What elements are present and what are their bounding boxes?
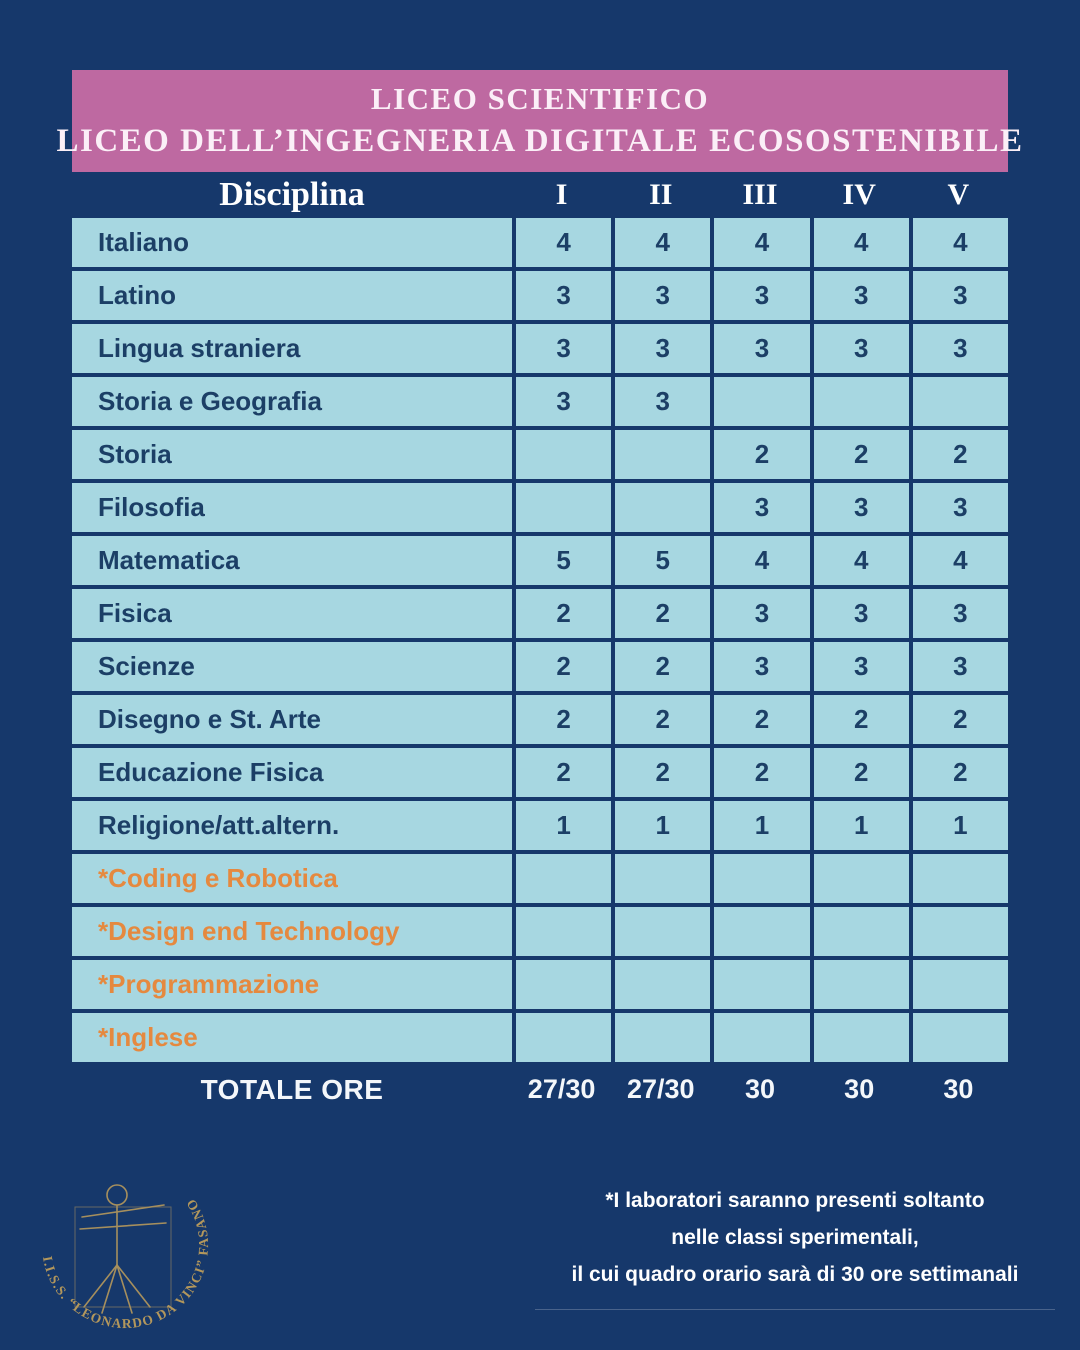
hours-cell: 2 bbox=[710, 430, 809, 479]
column-header-iv: IV bbox=[842, 178, 876, 211]
hours-cell: 3 bbox=[810, 589, 909, 638]
hours-cell bbox=[611, 483, 710, 532]
hours-cell: 2 bbox=[611, 748, 710, 797]
row-label: Filosofia bbox=[72, 483, 512, 532]
hours-cell: 2 bbox=[710, 748, 809, 797]
table-row bbox=[72, 642, 1008, 691]
row-label: Matematica bbox=[72, 536, 512, 585]
hours-cell: 3 bbox=[909, 589, 1008, 638]
hours-cell: 2 bbox=[611, 642, 710, 691]
hours-cell: 3 bbox=[512, 377, 611, 426]
total-hours-cell: 30 bbox=[844, 1074, 875, 1104]
hours-cell: 4 bbox=[710, 218, 809, 267]
hours-cell: 3 bbox=[810, 271, 909, 320]
total-hours-cell: 27/30 bbox=[527, 1074, 596, 1104]
footnote bbox=[535, 1182, 1055, 1310]
hours-cell: 1 bbox=[611, 801, 710, 850]
hours-cell: 2 bbox=[810, 430, 909, 479]
hours-cell: 2 bbox=[512, 589, 611, 638]
column-header-v: V bbox=[947, 178, 970, 211]
table-header-row bbox=[72, 172, 1008, 218]
total-label: TOTALE ORE bbox=[200, 1073, 384, 1105]
table-row bbox=[72, 748, 1008, 797]
hours-cell bbox=[512, 430, 611, 479]
hours-cell: 4 bbox=[710, 536, 809, 585]
hours-cell bbox=[512, 854, 611, 903]
hours-cell: 3 bbox=[710, 483, 809, 532]
row-label: Latino bbox=[72, 271, 512, 320]
hours-cell: 3 bbox=[512, 271, 611, 320]
total-hours-cell: 30 bbox=[943, 1074, 974, 1104]
row-label: Educazione Fisica bbox=[72, 748, 512, 797]
table-row bbox=[72, 1013, 1008, 1062]
hours-cell: 1 bbox=[909, 801, 1008, 850]
hours-cell: 4 bbox=[810, 536, 909, 585]
hours-cell bbox=[909, 854, 1008, 903]
hours-cell: 3 bbox=[909, 271, 1008, 320]
hours-cell: 3 bbox=[512, 324, 611, 373]
hours-cell: 2 bbox=[611, 695, 710, 744]
row-label: *Coding e Robotica bbox=[72, 854, 512, 903]
row-label: Fisica bbox=[72, 589, 512, 638]
hours-cell: 2 bbox=[909, 748, 1008, 797]
row-label: *Design end Technology bbox=[72, 907, 512, 956]
title-line-2: LICEO DELL’INGEGNERIA DIGITALE ECOSOSTENIBILE bbox=[56, 123, 1024, 159]
table-row bbox=[72, 695, 1008, 744]
hours-cell bbox=[810, 377, 909, 426]
title-banner bbox=[56, 70, 1024, 172]
school-logo bbox=[20, 1145, 235, 1350]
hours-cell bbox=[611, 854, 710, 903]
hours-cell: 2 bbox=[810, 748, 909, 797]
hours-cell bbox=[909, 377, 1008, 426]
table-row bbox=[72, 907, 1008, 956]
hours-cell bbox=[909, 907, 1008, 956]
hours-cell: 4 bbox=[512, 218, 611, 267]
vitruvian-man-icon bbox=[75, 1185, 171, 1313]
logo-arc-label: I.I.S.S. “LEONARDO DA VINCI” FASANO bbox=[39, 1195, 212, 1332]
hours-cell: 3 bbox=[909, 642, 1008, 691]
hours-cell bbox=[611, 907, 710, 956]
hours-cell: 5 bbox=[611, 536, 710, 585]
hours-cell bbox=[909, 1013, 1008, 1062]
row-label: Disegno e St. Arte bbox=[72, 695, 512, 744]
hours-cell: 3 bbox=[909, 483, 1008, 532]
hours-cell bbox=[710, 377, 809, 426]
total-hours-cell: 30 bbox=[744, 1074, 776, 1104]
hours-cell: 4 bbox=[810, 218, 909, 267]
hours-cell: 4 bbox=[909, 218, 1008, 267]
row-label: *Programmazione bbox=[72, 960, 512, 1009]
column-header-iii: III bbox=[742, 178, 778, 211]
hours-cell: 3 bbox=[611, 377, 710, 426]
table-body bbox=[72, 218, 1008, 1062]
table-row bbox=[72, 536, 1008, 585]
column-header-disciplina: Disciplina bbox=[219, 176, 365, 213]
row-label: Lingua straniera bbox=[72, 324, 512, 373]
hours-cell: 3 bbox=[810, 642, 909, 691]
table-row bbox=[72, 483, 1008, 532]
table-row bbox=[72, 218, 1008, 267]
hours-cell bbox=[512, 960, 611, 1009]
hours-cell bbox=[710, 854, 809, 903]
hours-cell: 2 bbox=[710, 695, 809, 744]
hours-cell bbox=[710, 907, 809, 956]
hours-cell: 3 bbox=[611, 324, 710, 373]
hours-cell: 3 bbox=[611, 271, 710, 320]
hours-cell: 4 bbox=[611, 218, 710, 267]
hours-cell: 4 bbox=[909, 536, 1008, 585]
hours-cell bbox=[611, 960, 710, 1009]
row-label: Religione/att.altern. bbox=[72, 801, 512, 850]
footnote-line: nelle classi sperimentali, bbox=[671, 1226, 919, 1249]
hours-cell bbox=[810, 960, 909, 1009]
hours-cell bbox=[810, 854, 909, 903]
hours-cell: 5 bbox=[512, 536, 611, 585]
row-label: *Inglese bbox=[72, 1013, 512, 1062]
table-row bbox=[72, 801, 1008, 850]
row-label: Storia e Geografia bbox=[72, 377, 512, 426]
hours-cell: 2 bbox=[909, 430, 1008, 479]
hours-cell bbox=[512, 483, 611, 532]
hours-cell bbox=[512, 1013, 611, 1062]
hours-cell: 3 bbox=[710, 271, 809, 320]
title-line-1: LICEO SCIENTIFICO bbox=[370, 81, 710, 116]
table-row bbox=[72, 430, 1008, 479]
hours-cell: 2 bbox=[512, 748, 611, 797]
total-hours-cell: 27/30 bbox=[627, 1074, 695, 1104]
hours-cell: 3 bbox=[810, 324, 909, 373]
column-header-i: I bbox=[555, 178, 568, 211]
hours-cell: 1 bbox=[512, 801, 611, 850]
hours-cell: 2 bbox=[512, 642, 611, 691]
hours-cell: 2 bbox=[512, 695, 611, 744]
row-label: Italiano bbox=[72, 218, 512, 267]
footnote-line: *I laboratori saranno presenti soltanto bbox=[605, 1189, 985, 1212]
hours-cell: 2 bbox=[909, 695, 1008, 744]
hours-cell: 3 bbox=[710, 589, 809, 638]
hours-cell bbox=[611, 1013, 710, 1062]
hours-cell: 1 bbox=[810, 801, 909, 850]
hours-cell: 3 bbox=[810, 483, 909, 532]
hours-cell bbox=[512, 907, 611, 956]
row-label: Storia bbox=[72, 430, 512, 479]
hours-cell: 3 bbox=[710, 324, 809, 373]
footnote-divider bbox=[535, 1309, 1055, 1310]
table-row bbox=[72, 271, 1008, 320]
hours-cell: 1 bbox=[710, 801, 809, 850]
table-row bbox=[72, 854, 1008, 903]
hours-cell: 2 bbox=[810, 695, 909, 744]
curriculum-table bbox=[56, 70, 1024, 1115]
hours-cell bbox=[710, 960, 809, 1009]
table-row bbox=[72, 589, 1008, 638]
row-label: Scienze bbox=[72, 642, 512, 691]
total-row bbox=[72, 1064, 1008, 1115]
table-row bbox=[72, 960, 1008, 1009]
hours-cell: 3 bbox=[909, 324, 1008, 373]
hours-cell bbox=[710, 1013, 809, 1062]
footnote-line: il cui quadro orario sarà di 30 ore settimanali bbox=[571, 1263, 1019, 1286]
table-row bbox=[72, 377, 1008, 426]
hours-cell: 2 bbox=[611, 589, 710, 638]
column-header-ii: II bbox=[649, 178, 673, 211]
hours-cell bbox=[909, 960, 1008, 1009]
hours-cell bbox=[810, 907, 909, 956]
hours-cell: 3 bbox=[710, 642, 809, 691]
hours-cell bbox=[810, 1013, 909, 1062]
table-row bbox=[72, 324, 1008, 373]
hours-cell bbox=[611, 430, 710, 479]
